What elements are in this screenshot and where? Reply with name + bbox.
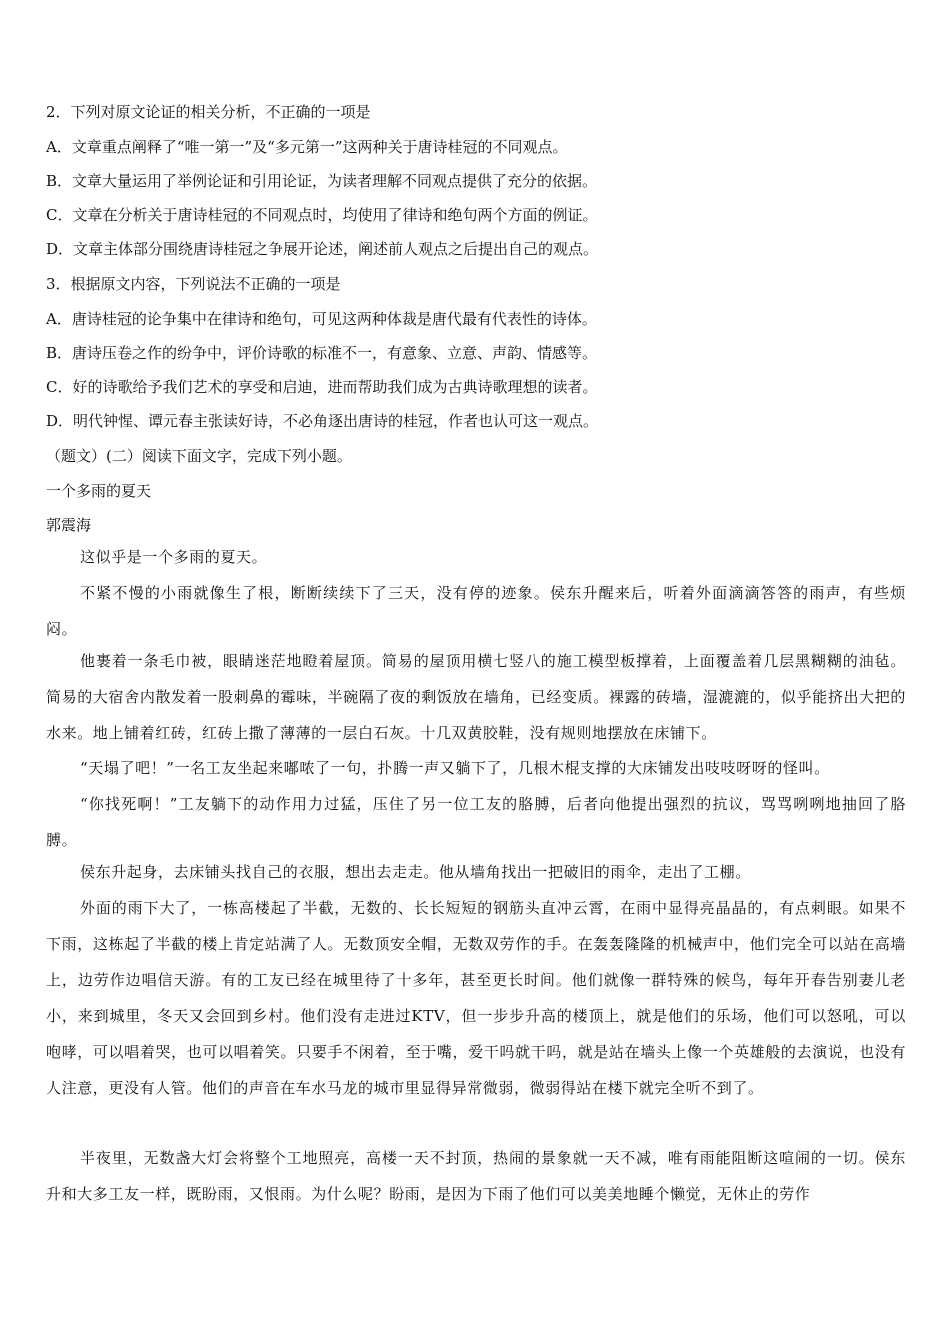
story-paragraph-3: 他裹着一条毛巾被，眼睛迷茫地瞪着屋顶。简易的屋顶用横七竖八的施工模型板撑着，上面覆盖着几层黑糊糊的油毡。简易的大宿舍内散发着一股刺鼻的霉味，半碗隔了夜的剩饭放在墙角，已经变质。裸露的砖墙，湿漉漉的，似乎能挤出大把的水来。地上铺着红砖，红砖上撒了薄薄的一层白石灰。十几双黄胶鞋，没有规则地摆放在床铺下。 xyxy=(46,652,906,742)
story-author: 郭震海 xyxy=(46,516,92,534)
story-paragraph-2: 不紧不慢的小雨就像生了根，断断续续下了三天，没有停的迹象。侯东升醒来后，听着外面滴滴答答的雨声，有些烦闷。 xyxy=(46,584,906,638)
question-2-option-d: D．文章主体部分围绕唐诗桂冠之争展开论述，阐述前人观点之后提出自己的观点。 xyxy=(46,240,599,258)
question-2-stem: 2．下列对原文论证的相关分析，不正确的一项是 xyxy=(46,103,371,121)
story-paragraph-7: 外面的雨下大了，一栋高楼起了半截，无数的、长长短短的钢筋头直冲云霄，在雨中显得亮晶晶的，有点刺眼。如果不下雨，这栋起了半截的楼上肯定站满了人。无数顶安全帽，无数双劳作的手。在轰轰隆隆的机械声中，他们完全可以站在高墙上，边劳作边唱信天游。有的工友已经在城里待了十多年，甚至更长时间。他们就像一群特殊的候鸟，每年开春告别妻儿老小，来到城里，冬天又会回到乡村。他们没有走进过KTV，但一步步升高的楼顶上，就是他们的乐场，他们可以怒吼，可以咆哮，可以唱着哭，也可以唱着笑。只要手不闲着，至于嘴，爱干吗就干吗，就是站在墙头上像一个英雄般的去演说，也没有人注意，更没有人管。他们的声音在车水马龙的城市里显得异常微弱，微弱得站在楼下就完全听不到了。 xyxy=(46,899,906,1097)
question-2-option-c: C．文章在分析关于唐诗桂冠的不同观点时，均使用了律诗和绝句两个方面的例证。 xyxy=(46,206,598,224)
section-intro: （题文）(二）阅读下面文字，完成下列小题。 xyxy=(46,447,352,465)
question-3-option-a: A．唐诗桂冠的论争集中在律诗和绝句，可见这两种体裁是唐代最有代表性的诗体。 xyxy=(46,310,597,328)
question-2-option-a: A．文章重点阐释了“唯一第一”及“多元第一”这两种关于唐诗桂冠的不同观点。 xyxy=(46,138,568,156)
story-paragraph-5: “你找死啊！”工友躺下的动作用力过猛，压住了另一位工友的胳膊，后者向他提出强烈的抗议，骂骂咧咧地抽回了胳膊。 xyxy=(46,795,906,849)
question-3-option-b: B．唐诗压卷之作的纷争中，评价诗歌的标准不一，有意象、立意、声韵、情感等。 xyxy=(46,344,598,362)
story-paragraph-4: “天塌了吧！”一名工友坐起来嘟哝了一句，扑腾一声又躺下了，几根木棍支撑的大床铺发出吱吱呀呀的怪叫。 xyxy=(80,759,830,777)
question-2-option-b: B．文章大量运用了举例论证和引用论证，为读者理解不同观点提供了充分的依据。 xyxy=(46,172,598,190)
question-3-option-d: D．明代钟惺、谭元春主张读好诗，不必角逐出唐诗的桂冠，作者也认可这一观点。 xyxy=(46,412,599,430)
story-paragraph-8: 半夜里，无数盏大灯会将整个工地照亮，高楼一天不封顶，热闹的景象就一天不减，唯有雨能阻断这喧闹的一切。侯东升和大多工友一样，既盼雨，又恨雨。为什么呢？盼雨，是因为下雨了他们可以美美地睡个懒觉，无休止的劳作 xyxy=(46,1149,906,1203)
question-3-option-c: C．好的诗歌给予我们艺术的享受和启迪，进而帮助我们成为古典诗歌理想的读者。 xyxy=(46,378,598,396)
story-paragraph-1: 这似乎是一个多雨的夏天。 xyxy=(80,548,268,566)
question-3-stem: 3．根据原文内容，下列说法不正确的一项是 xyxy=(46,275,341,293)
story-paragraph-6: 侯东升起身，去床铺头找自己的衣服，想出去走走。他从墙角找出一把破旧的雨伞，走出了工棚。 xyxy=(80,863,751,881)
story-title: 一个多雨的夏天 xyxy=(46,482,152,500)
